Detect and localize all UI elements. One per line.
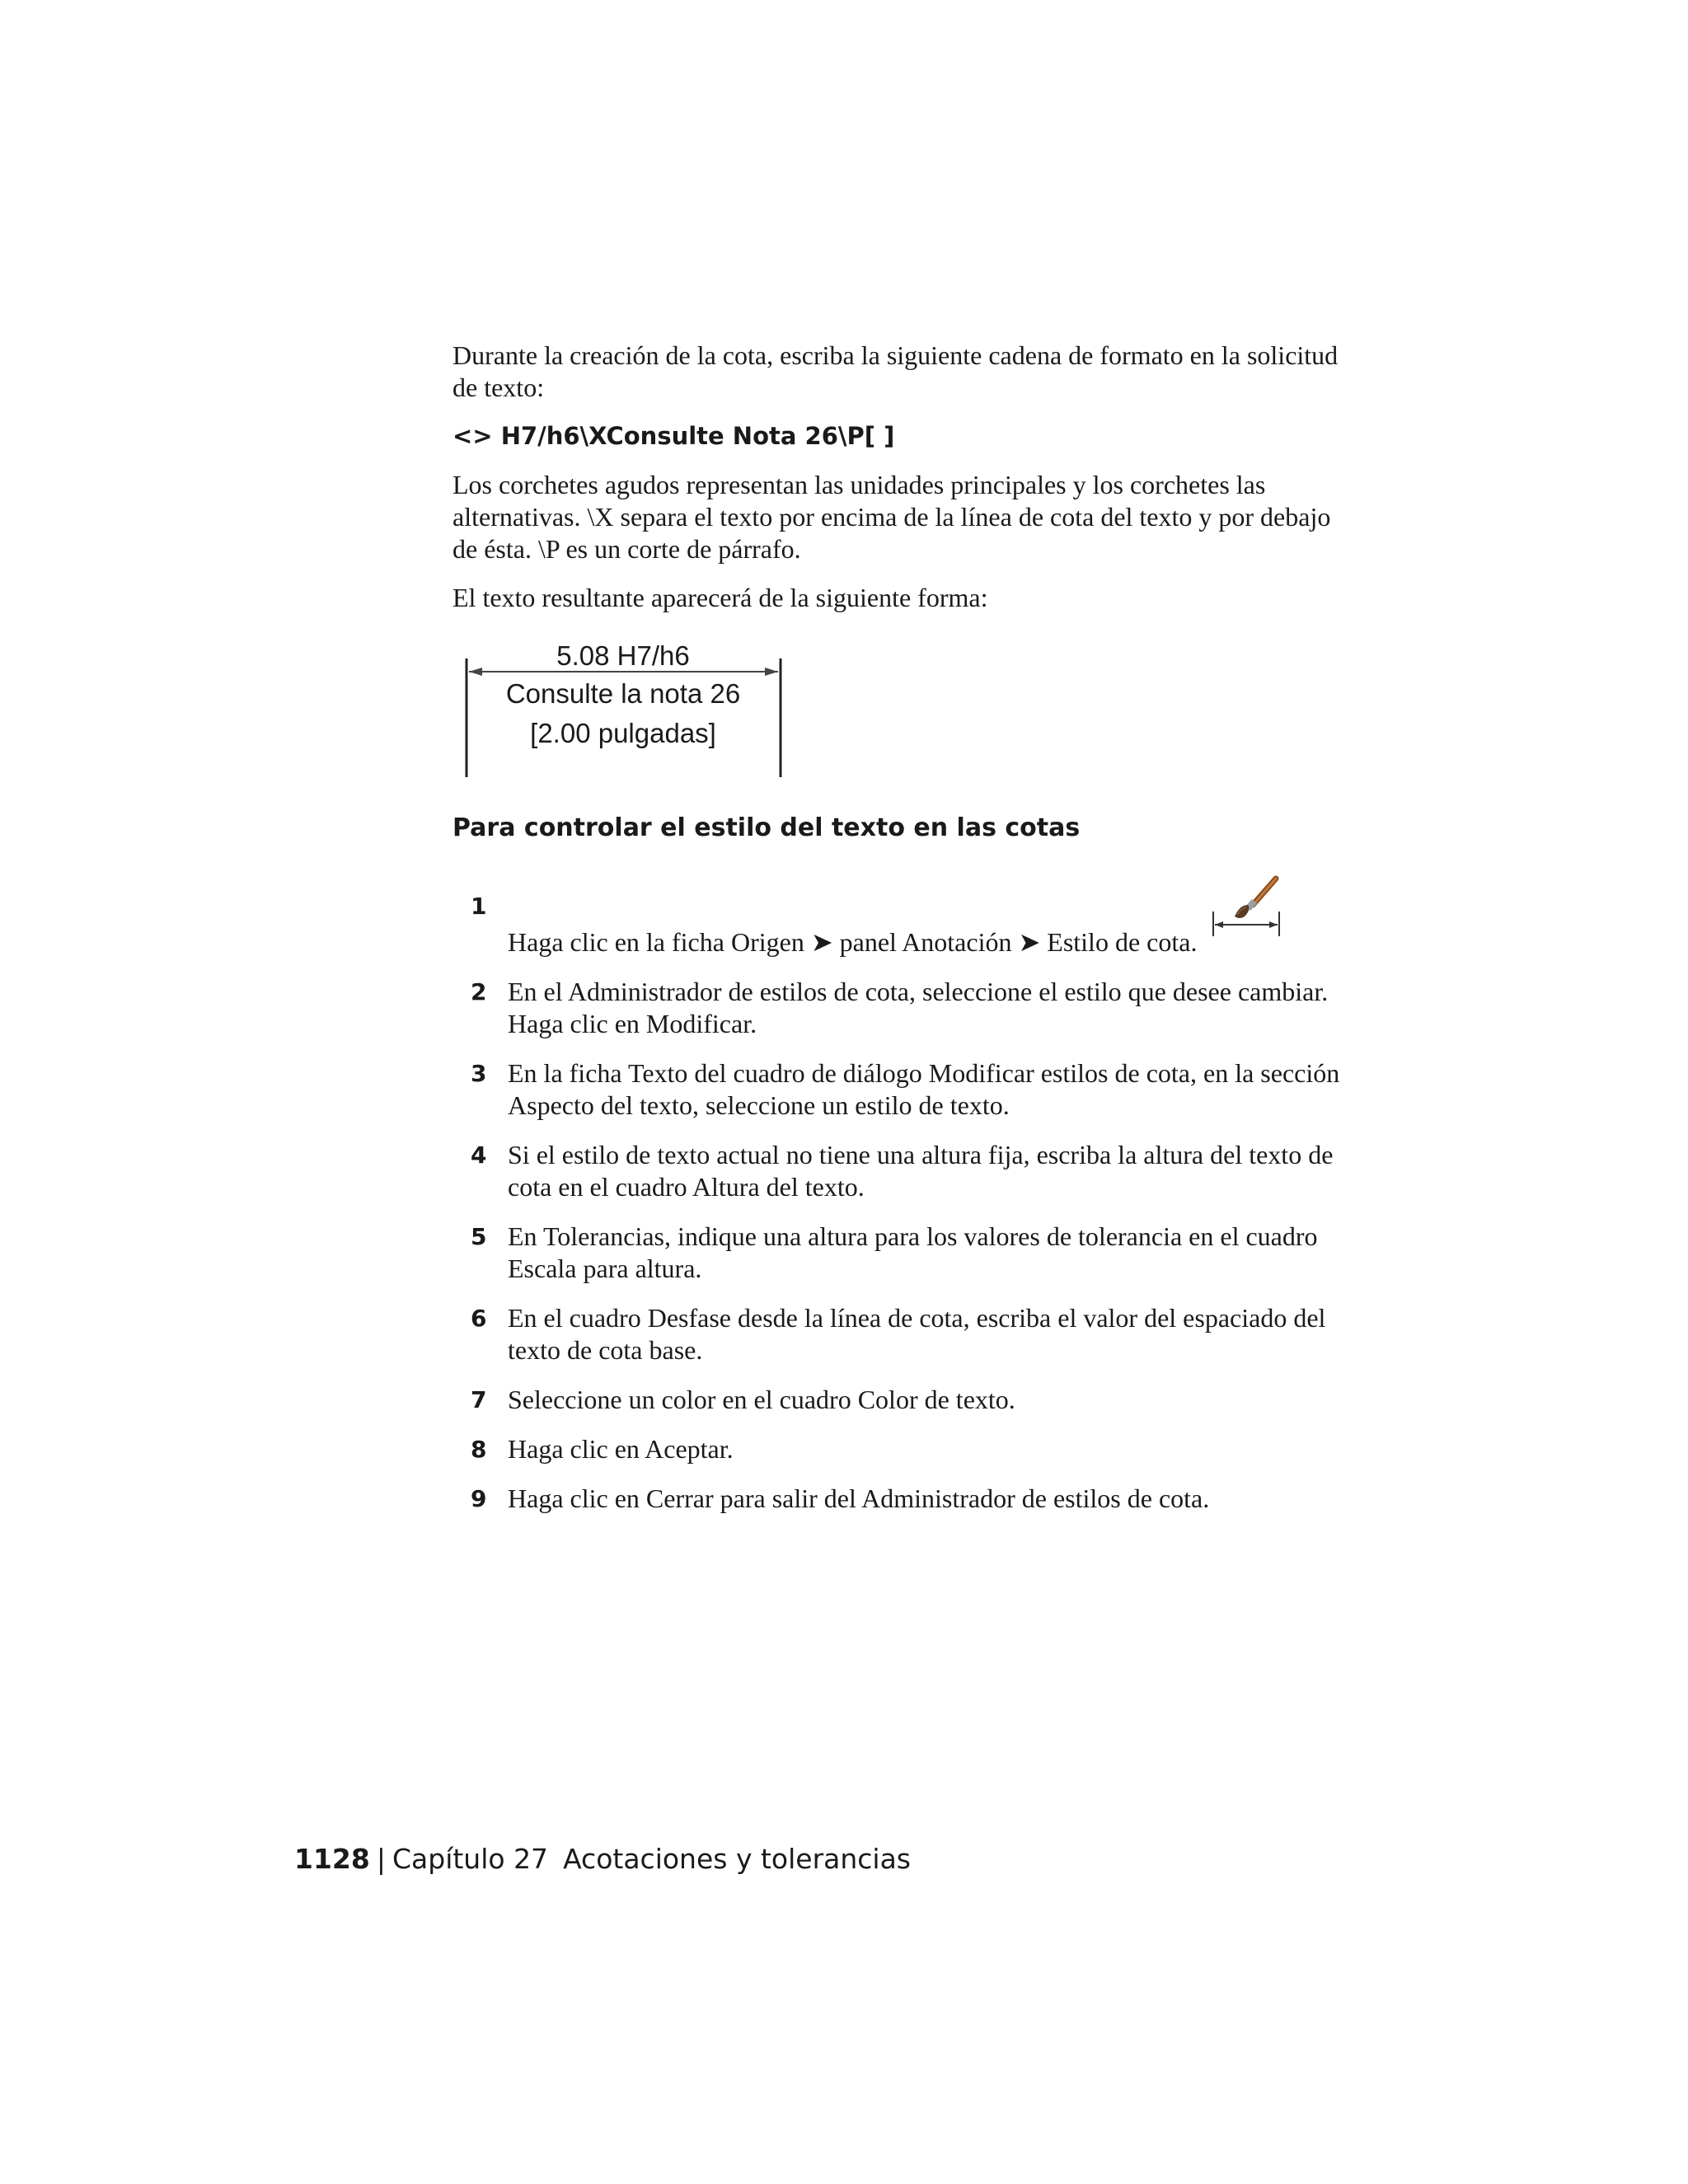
intro-paragraph-1: Durante la creación de la cota, escriba la siguiente cadena de formato en la solicitud de texto: (452, 340, 1339, 402)
step-item (452, 1221, 1343, 1285)
step-number: 1 (471, 893, 487, 920)
step-text: Haga clic en Cerrar para salir del Administrador de estilos de cota. (508, 1483, 1210, 1513)
dimension-text-line-1: 5.08 H7/h6 (556, 645, 690, 671)
step-text: Haga clic en la ficha Origen ➤ panel Anotación ➤ Estilo de cota. (508, 927, 1198, 957)
step-number: 7 (471, 1386, 487, 1413)
step-number: 4 (471, 1141, 487, 1169)
dimension-text-line-3: [2.00 pulgadas] (530, 718, 716, 748)
step-text: En el Administrador de estilos de cota, seleccione el estilo que desee cambiar. Haga clic en Modificar. (508, 977, 1329, 1038)
dimension-figure-svg (462, 645, 792, 785)
step-text: En la ficha Texto del cuadro de diálogo Modificar estilos de cota, en la sección Aspecto del texto, seleccione un estilo de texto. (508, 1058, 1340, 1120)
step-text: Si el estilo de texto actual no tiene una altura fija, escriba la altura del texto de cota en el cuadro Altura del texto. (508, 1140, 1334, 1202)
step-number: 3 (471, 1060, 487, 1087)
dimension-text-figure (462, 645, 792, 785)
intro-paragraph-2: Los corchetes agudos representan las unidades principales y los corchetes las alternativas. \X separa el texto por encima de la línea de cota del texto y por debajo de ésta. \P es un corte de párrafo. (452, 470, 1331, 564)
chapter-title: Acotaciones y tolerancias (563, 1843, 912, 1875)
step-item (452, 1433, 1343, 1465)
section-heading: Para controlar el estilo del texto en las cotas (452, 813, 1081, 842)
step-text: En Tolerancias, indique una altura para los valores de tolerancia en el cuadro Escala para altura. (508, 1221, 1318, 1283)
step-number: 8 (471, 1436, 487, 1463)
step-text: Haga clic en Aceptar. (508, 1434, 734, 1464)
step-text: En el cuadro Desfase desde la línea de cota, escriba el valor del espaciado del texto de cota base. (508, 1303, 1326, 1365)
step-number: 6 (471, 1305, 487, 1332)
procedure-steps (452, 890, 1343, 1515)
step-item (452, 976, 1343, 1040)
step-number: 5 (471, 1223, 487, 1250)
step-item (452, 1302, 1343, 1366)
step-number: 9 (471, 1485, 487, 1512)
dimension-style-brush-icon[interactable] (1210, 874, 1282, 940)
page-number: 1128 (294, 1843, 370, 1875)
dimension-text-line-2: Consulte la nota 26 (505, 678, 741, 709)
page-footer (294, 1843, 911, 1876)
step-item (452, 1483, 1343, 1515)
right-arrowhead (765, 668, 778, 676)
footer-separator: | (376, 1843, 386, 1875)
chapter-label: Capítulo 27 (392, 1843, 549, 1875)
step-number: 2 (471, 978, 487, 1005)
step-item (452, 1057, 1343, 1122)
step-item (452, 1139, 1343, 1203)
step-text: Seleccione un color en el cuadro Color de texto. (508, 1385, 1015, 1414)
step-item (452, 1384, 1343, 1416)
intro-paragraph-3: El texto resultante aparecerá de la siguiente forma: (452, 583, 988, 612)
page-content (452, 340, 1343, 1532)
left-arrowhead (469, 668, 482, 676)
step-item (452, 890, 1343, 958)
format-string-code: <> H7/h6\XConsulte Nota 26\P[ ] (452, 422, 895, 450)
